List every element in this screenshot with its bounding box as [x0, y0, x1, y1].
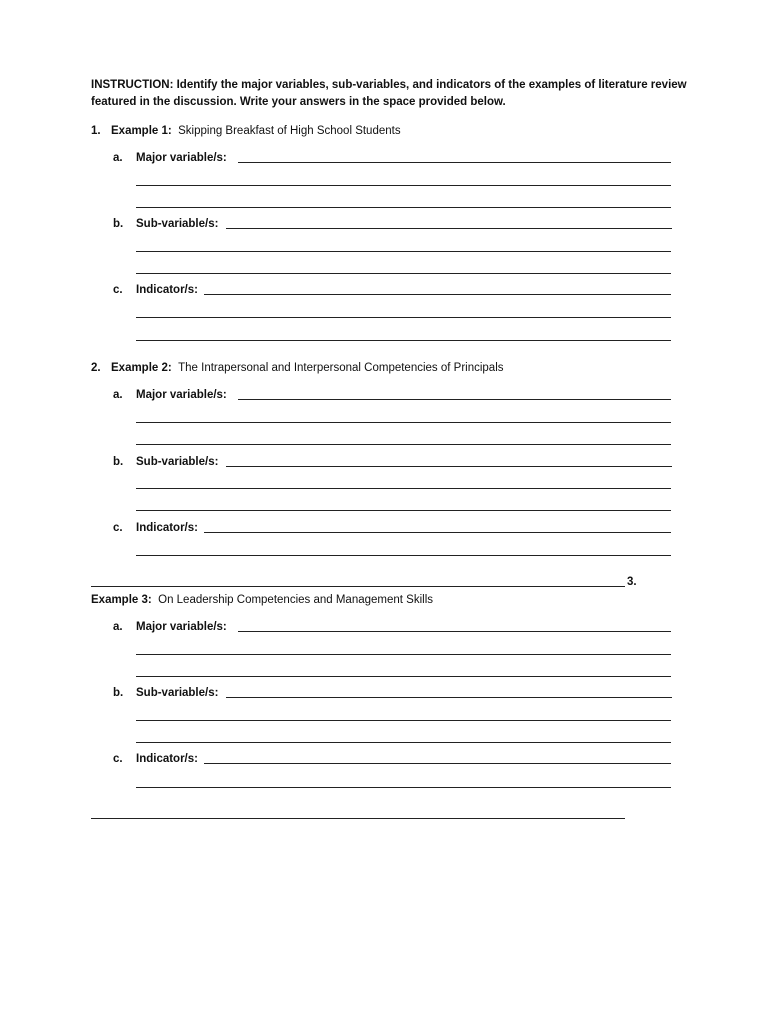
answer-line[interactable] — [136, 207, 671, 208]
example-2-item-c-label: Indicator/s: — [136, 522, 198, 534]
answer-line[interactable] — [204, 763, 671, 764]
answer-line[interactable] — [136, 787, 671, 788]
example-3-number: 3. — [627, 576, 637, 588]
example-1-item-b-letter: b. — [113, 218, 124, 230]
answer-line[interactable] — [238, 162, 671, 163]
example-3-item-a-label: Major variable/s: — [136, 621, 227, 633]
example-2-label: Example 2: — [111, 362, 172, 374]
answer-line[interactable] — [136, 676, 671, 677]
example-3-title: On Leadership Competencies and Management Skills — [158, 594, 434, 606]
example-1-number: 1. — [91, 125, 101, 137]
answer-line[interactable] — [136, 340, 671, 341]
example-3-item-c-letter: c. — [113, 753, 123, 765]
example-3-item-b-letter: b. — [113, 687, 124, 699]
example-3-heading — [91, 593, 433, 607]
answer-line[interactable] — [136, 488, 671, 489]
example-2-item-b-letter: b. — [113, 456, 124, 468]
answer-line[interactable] — [91, 586, 625, 587]
instruction-text: INSTRUCTION: Identify the major variables, sub-variables, and indicators of the examples of literature review featured in the discussion. Write your answers in the space provided below. — [91, 79, 687, 108]
answer-line[interactable] — [136, 510, 671, 511]
answer-line[interactable] — [136, 317, 671, 318]
answer-line[interactable] — [136, 185, 671, 186]
example-3-item-a-letter: a. — [113, 621, 123, 633]
example-1-label: Example 1: — [111, 125, 172, 137]
answer-line[interactable] — [136, 444, 671, 445]
example-3-item-b-label: Sub-variable/s: — [136, 687, 219, 699]
example-1-title: Skipping Breakfast of High School Students — [178, 125, 401, 137]
answer-line[interactable] — [136, 251, 671, 252]
example-1-heading — [91, 124, 401, 138]
answer-line[interactable] — [238, 631, 671, 632]
answer-line[interactable] — [226, 697, 672, 698]
example-2-title: The Intrapersonal and Interpersonal Competencies of Principals — [178, 362, 504, 374]
example-1-item-c-letter: c. — [113, 284, 123, 296]
example-2-item-a-letter: a. — [113, 389, 123, 401]
answer-line[interactable] — [91, 818, 625, 819]
answer-line[interactable] — [204, 532, 671, 533]
example-2-item-a-label: Major variable/s: — [136, 389, 227, 401]
example-1-item-a-letter: a. — [113, 152, 123, 164]
answer-line[interactable] — [136, 654, 671, 655]
example-3-label: Example 3: — [91, 594, 152, 606]
answer-line[interactable] — [136, 273, 671, 274]
answer-line[interactable] — [226, 466, 672, 467]
example-1-item-b-label: Sub-variable/s: — [136, 218, 219, 230]
example-3-item-c-label: Indicator/s: — [136, 753, 198, 765]
answer-line[interactable] — [204, 294, 671, 295]
answer-line[interactable] — [226, 228, 672, 229]
example-2-heading — [91, 361, 504, 375]
answer-line[interactable] — [238, 399, 671, 400]
example-2-item-b-label: Sub-variable/s: — [136, 456, 219, 468]
answer-line[interactable] — [136, 422, 671, 423]
answer-line[interactable] — [136, 742, 671, 743]
example-2-number: 2. — [91, 362, 101, 374]
example-2-item-c-letter: c. — [113, 522, 123, 534]
example-1-item-c-label: Indicator/s: — [136, 284, 198, 296]
answer-line[interactable] — [136, 720, 671, 721]
example-1-item-a-label: Major variable/s: — [136, 152, 227, 164]
answer-line[interactable] — [136, 555, 671, 556]
